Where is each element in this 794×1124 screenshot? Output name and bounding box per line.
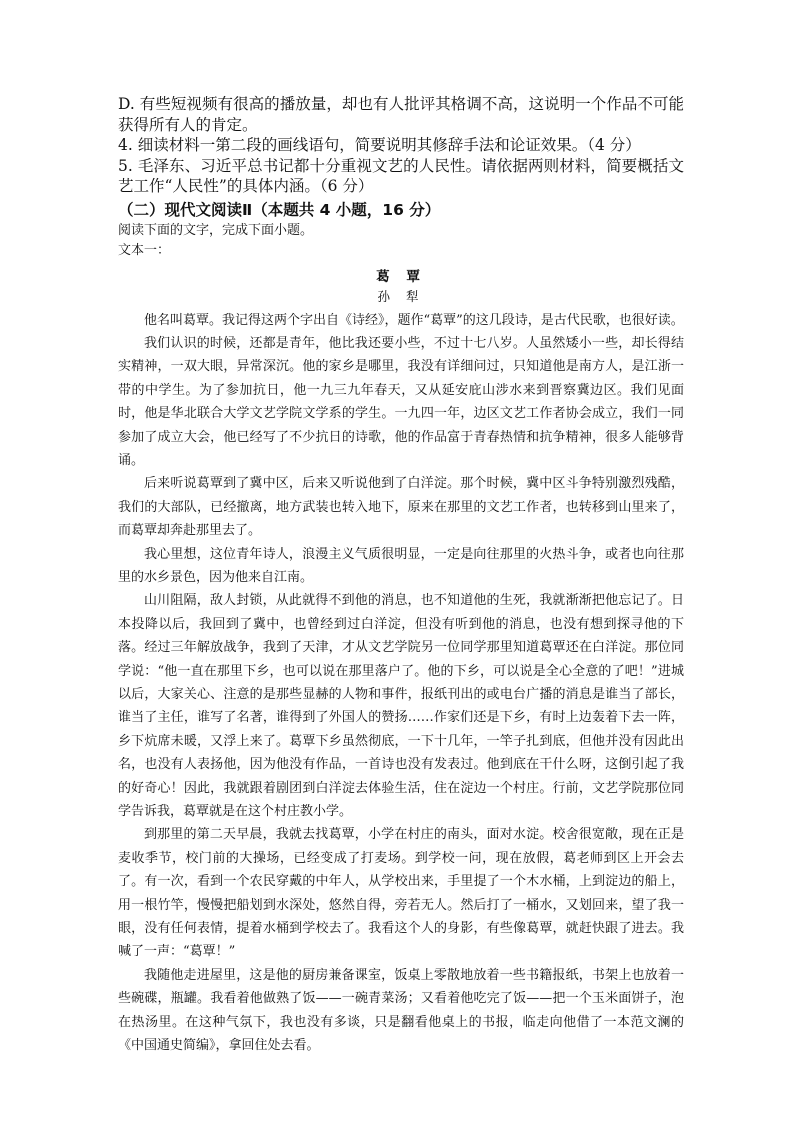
article-paragraph: 我随他走进屋里，这是他的厨房兼备课室，饭桌上零散地放着一些书籍报纸，书架上也放着一些碗碟，瓶罐。我看着他做熟了饭——一碗青菜汤；又看着他吃完了饭——把一个玉米面饼子，泡在热汤里。在这种气氛下，我也没有多谈，只是翻看他桌上的书报，临走向他借了一本范文澜的《中国通史简编》，拿回住处去看。 xyxy=(118,967,684,1054)
exam-page xyxy=(118,94,684,1058)
article-paragraph: 后来听说葛覃到了冀中区，后来又听说他到了白洋淀。那个时候，冀中区斗争特别激烈残酷，我们的大部队，已经撤离，地方武装也转入地下，原来在那里的文艺工作者，也转移到山里来了，而葛覃却奔赴那里去了。 xyxy=(118,476,684,539)
text-label: 文本一： xyxy=(118,242,171,258)
question-4: 4. 细读材料一第二段的画线语句，简要说明其修辞手法和论证效果。（4 分） xyxy=(118,136,641,154)
section-instruction: 阅读下面的文字，完成下面小题。 xyxy=(118,222,314,238)
article-title: 葛 覃 xyxy=(376,268,426,285)
article-paragraph: 他名叫葛覃。我记得这两个字出自《诗经》，题作“葛覃”的这几段诗，是古代民歌，也很好读。 xyxy=(144,312,684,328)
question-option-d: D. 有些短视频有很高的播放量，却也有人批评其格调不高，这说明一个作品不可能获得所有人的肯定。 xyxy=(118,95,684,134)
question-5: 5. 毛泽东、习近平总书记都十分重视文艺的人民性。请依据两则材料，简要概括文艺工作“人民性”的具体内涵。（6 分） xyxy=(118,156,684,195)
article-paragraph: 山川阻隔，敌人封锁，从此就得不到他的消息，也不知道他的生死，我就渐渐把他忘记了。日本投降以后，我回到了冀中，也曾经到过白洋淀，但没有听到他的消息，也没有想到探寻他的下落。经过三年解放战争，我到了天津，才从文艺学院另一位同学那里知道葛覃还在白洋淀。那位同学说：“他一直在那里下乡，也可以说在那里落户了。他的下乡，可以说是全心全意的了吧！”进城以后，大家关心、注意的是那些显赫的人物和事件，报纸刊出的或电台广播的消息是谁当了部长，谁当了主任，谁写了名著，谁得到了外国人的赞扬……作家们还是下乡，有时上边轰着下去一阵，乡下炕席未暖，又浮上来了。葛覃下乡虽然彻底，一下十几年，一竿子扎到底，但他并没有因此出名，也没有人表扬他，因为他没有作品，一首诗也没有发表过。他到底在干什么呀，这倒引起了我的好奇心！因此，我就跟着剧团到白洋淀去体验生活，住在淀边一个村庄。行前，文艺学院那位同学告诉我，葛覃就是在这个村庄教小学。 xyxy=(118,593,684,820)
article-author: 孙 犁 xyxy=(377,288,425,304)
article-paragraph: 到那里的第二天早晨，我就去找葛覃，小学在村庄的南头，面对水淀。校舍很宽敞，现在正是麦收季节，校门前的大操场，已经变成了打麦场。到学校一问，现在放假，葛老师到区上开会去了。有一次，看到一个农民穿戴的中年人，从学校出来，手里提了一个木水桶，上到淀边的船上，用一根竹竿，慢慢把船划到水深处，悠然自得，旁若无人。然后打了一桶水，又划回来，望了我一眼，没有任何表情，提着水桶到学校去了。我看这个人的身影，有些像葛覃，就赶快跟了进去。我喊了一声：“葛覃！” xyxy=(118,827,684,960)
section-heading: （二）现代文阅读Ⅱ（本题共 4 小题，16 分） xyxy=(118,200,441,219)
article-paragraph: 我们认识的时候，还都是青年，他比我还要小些，不过十七八岁。人虽然矮小一些，却长得结实精神，一双大眼，异常深沉。他的家乡是哪里，我没有详细问过，只知道他是南方人，是江浙一带的中学生。为了参加抗日，他一九三九年春天，又从延安庇山涉水来到晋察冀边区。我们见面时，他是华北联合大学文艺学院文学系的学生。一九四一年，边区文艺工作者协会成立，我们一同参加了成立大会，他已经写了不少抗日的诗歌，他的作品富于青春热情和抗争精神，很多人能够背诵。 xyxy=(118,335,684,468)
article-paragraph: 我心里想，这位青年诗人，浪漫主义气质很明显，一定是向往那里的火热斗争，或者也向往那里的水乡景色，因为他来自江南。 xyxy=(118,546,684,585)
